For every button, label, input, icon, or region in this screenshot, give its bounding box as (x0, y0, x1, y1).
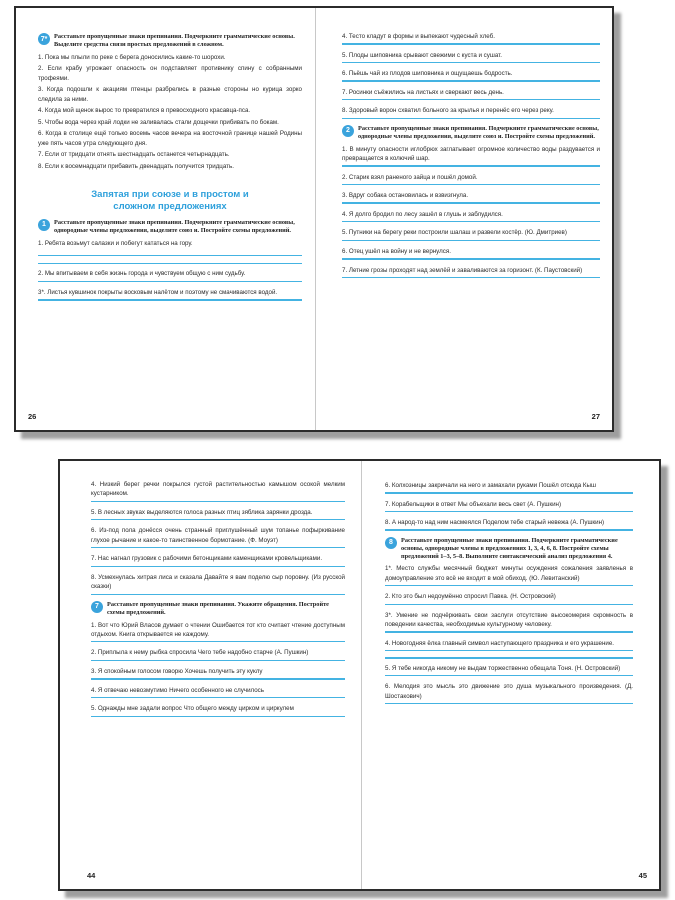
sentence: 7. Росинки съёжились на листьях и сверкают весь день. (342, 88, 504, 96)
page-27 (342, 32, 600, 430)
answer-line[interactable] (385, 631, 633, 632)
answer-line[interactable] (38, 299, 302, 300)
answer-line[interactable] (91, 566, 345, 567)
answer-line[interactable] (342, 99, 600, 100)
task-1 (38, 219, 302, 235)
answer-line[interactable] (91, 519, 345, 520)
task-number-badge: 1 (38, 219, 50, 231)
sentence: 7. Корабельщики в ответ Мы объехали весь свет (А. Пушкин) (385, 500, 562, 508)
sentence: 3. Я спокойным голосом говорю Хочешь получить эту куклу (91, 668, 263, 676)
workbook-spread-pages-26-27 (14, 6, 614, 432)
sentence: 4. Когда мой щенок вырос то превратился в превосходного красавца-пса. (38, 107, 251, 115)
answer-line[interactable] (385, 529, 633, 530)
answer-line[interactable] (385, 650, 633, 651)
sentence: 3*. Умение не подчёркивать свои заслуги отсутствие высокомерия скромность в поведении качества, необходимые культурному человеку. (385, 611, 633, 629)
answer-line[interactable] (385, 703, 633, 704)
sentence: 1*. Место службы месячный бюджет минуты осуждения сожаления заявленья в домоуправление это всё не входит в мой обиход. (Ю. Левитанский) (385, 565, 633, 582)
answer-line[interactable] (342, 258, 600, 259)
answer-line[interactable] (385, 675, 633, 676)
section-heading: Запятая при союзе и в простом и сложном предложениях (91, 189, 249, 212)
spine-divider (315, 8, 316, 430)
sentence: 5. В лесных звуках выделяются голоса разных птиц зяблика зарянки дрозда. (91, 508, 313, 516)
sentence: 8. А народ-то над ним насмеялся Поделом тебе старый невежа (А. Пушкин) (385, 519, 605, 527)
sentence: 5. Однажды мне задали вопрос Что общего между цирком и циркулем (91, 705, 294, 713)
sentence: 6. Когда в столице ещё только восемь часов вечера на восточной границе нашей Родины уже пять часов утра следующего дня. (38, 130, 302, 147)
task-instruction: Расставьте пропущенные знаки препинания. Подчеркните грамматические основы. Выделите средства связи простых предложений в сложном. (54, 33, 295, 48)
sentence: 2. Приплыла к нему рыбка спросила Чего тебе надобно старче (А. Пушкин) (91, 649, 309, 657)
workbook-spread-pages-44-45 (58, 459, 661, 891)
page-number: 44 (87, 871, 96, 880)
answer-line[interactable] (342, 221, 600, 222)
answer-line[interactable] (342, 62, 600, 63)
page-number: 45 (638, 871, 647, 880)
answer-line[interactable] (342, 277, 600, 278)
answer-line[interactable] (91, 660, 345, 661)
task-8 (385, 537, 633, 561)
sentence: 7. Если от тридцати отнять шестнадцать останется четырнадцать. (38, 151, 230, 159)
sentence: 2. Старик взял раненого зайца и пошёл домой. (342, 173, 478, 181)
sentence: 5. Чтобы вода через край лодки не заливалась стали дощечки прибивать по бокам. (38, 118, 279, 126)
answer-line[interactable] (38, 281, 302, 282)
answer-line[interactable] (342, 80, 600, 81)
page-number: 26 (28, 412, 37, 421)
task-7-star (38, 33, 302, 49)
sentence: 3*. Листья кувшинок покрыты восковым налётом и поэтому не смачиваются водой. (38, 289, 278, 297)
answer-line[interactable] (91, 641, 345, 642)
answer-line[interactable] (385, 492, 633, 493)
answer-line[interactable] (385, 604, 633, 605)
sentence: 4. Я отвечаю невозмутимо Ничего особенного не случилось (91, 686, 264, 694)
sentence: 5. Плоды шиповника срывают свежими с куста и сушат. (342, 51, 502, 59)
sentence: 8. Здоровый ворон схватил больного за крылья и перенёс его через реку. (342, 107, 554, 115)
answer-line[interactable] (385, 657, 633, 658)
sentence: 6. Отец ушёл на войну и не вернулся. (342, 247, 451, 255)
sentence: 4. Новогодняя ёлка главный символ наступающего праздника и его украшение. (385, 639, 615, 647)
page-45 (385, 481, 633, 889)
answer-line[interactable] (342, 202, 600, 203)
answer-line[interactable] (385, 511, 633, 512)
task-number-badge: 7 (91, 601, 103, 613)
answer-line[interactable] (91, 501, 345, 502)
sentence: 7. Нас нагнал грузовик с рабочими бетонщиками каменщиками кровельщиками. (91, 555, 323, 563)
sentence: 5. Путники на берегу реки построили шалаш и развели костёр. (Ю. Дмитриев) (342, 229, 567, 237)
task-instruction: Расставьте пропущенные знаки препинания. Подчеркните грамматические основы, однородные члены предложения, выделите союз и. Постройте схемы предложений. (358, 124, 599, 140)
page-44 (91, 480, 345, 889)
task-2 (342, 125, 600, 141)
sentence: 6. Мелодия это мысль это движение это душа музыкального произведения. (Д. Шостакович) (385, 683, 633, 700)
answer-line[interactable] (342, 184, 600, 185)
sentence: 4. Низкий берег речки покрылся густой растительностью камышом осокой мелким кустарником. (91, 481, 345, 498)
task-7 (91, 601, 345, 617)
page-26 (38, 30, 302, 430)
sentence: 8. Усмехнулась хитрая лиса и сказала Давайте я вам поделю сыр поровну. (Из русской сказки) (91, 573, 345, 591)
answer-line[interactable] (342, 43, 600, 44)
sentence: 6. Колхозницы закричали на него и замахали руками Пошёл отсюда Кыш (385, 482, 596, 489)
answer-line[interactable] (342, 165, 600, 166)
sentence: 2. Мы впитываем в себя жизнь города и чувствуем общую с ним судьбу. (38, 270, 246, 278)
task-instruction: Расставьте пропущенные знаки препинания. Подчеркните грамматические основы, однородные члены в предложениях 1, 3, 4, 6, 8. Постройте схемы предложений 1–3, 5–8. Выполните синтаксический анализ предложения 4. (401, 536, 618, 560)
sentence: 5. Я тебе никогда никому не выдам торжественно обещала Тоня. (Н. Островский) (385, 664, 621, 672)
sentence: 4. Тесто кладут в формы и выпекают чудесный хлеб. (342, 33, 495, 40)
sentence: 3. Когда подошли к акациям птенцы разбрелись в разные стороны но курица зорко следила за ними. (38, 86, 302, 103)
task-instruction: Расставьте пропущенные знаки препинания. Укажите обращения. Постройте схемы предложений. (107, 600, 329, 616)
spine-divider (361, 461, 362, 889)
sentence: 1. Вот что Юрий Власов думает о чтении Ошибается тот кто считает чтение доступным отдыхом. Книга открывается не каждому. (91, 621, 345, 638)
sentence: 1. Ребята возьмут салазки и побегут кататься на гору. (38, 239, 193, 247)
answer-line[interactable] (91, 716, 345, 717)
task-instruction: Расставьте пропущенные знаки препинания. Подчеркните грамматические основы, однородные члены предложения, выделите союз и. Постройте схемы предложений. (54, 218, 295, 234)
page-number: 27 (591, 412, 600, 421)
answer-line[interactable] (91, 547, 345, 548)
sentence: 8. Если к восемнадцати прибавить двенадцать получится тридцать. (38, 162, 234, 170)
answer-line[interactable] (342, 240, 600, 241)
task-number-badge: 2 (342, 125, 354, 137)
sentence: 6. Пьёшь чай из плодов шиповника и ощущаешь бодрость. (342, 70, 513, 78)
sentence: 4. Я долго бродил по лесу зашёл в глушь и заблудился. (342, 210, 503, 218)
sentence: 3. Вдруг собака остановилась и взвизгнула. (342, 192, 469, 200)
answer-line[interactable] (91, 697, 345, 698)
answer-line[interactable] (385, 585, 633, 586)
sentence: 1. В минуту опасности иглобрюх заглатывает огромное количество воды раздувается и превращается в колючий шар. (342, 145, 600, 162)
sentence: 6. Из-под пола донёсся очень странный приглушённый шум топанье пофыркивание глухое рычание и какое-то таинственное бормотание. (Ф. Моуэт) (91, 527, 345, 544)
answer-line[interactable] (38, 255, 302, 256)
answer-line[interactable] (38, 263, 302, 264)
task-number-badge: 8 (385, 537, 397, 549)
sentence: 7. Летние грозы проходят над землёй и заваливаются за горизонт. (К. Паустовский) (342, 266, 583, 274)
answer-line[interactable] (91, 594, 345, 595)
answer-line[interactable] (342, 118, 600, 119)
sentence: 2. Если крабу угрожает опасность он подставляет противнику спину с собранными трофеями. (38, 65, 302, 82)
sentence: 1. Пока мы плыли по реке с берега доносились какие-то шорохи. (38, 53, 226, 61)
task-number-badge: 7* (38, 33, 50, 45)
answer-line[interactable] (91, 678, 345, 679)
sentence: 2. Кто это был недоумённо спросил Павка. (Н. Островский) (385, 593, 556, 601)
